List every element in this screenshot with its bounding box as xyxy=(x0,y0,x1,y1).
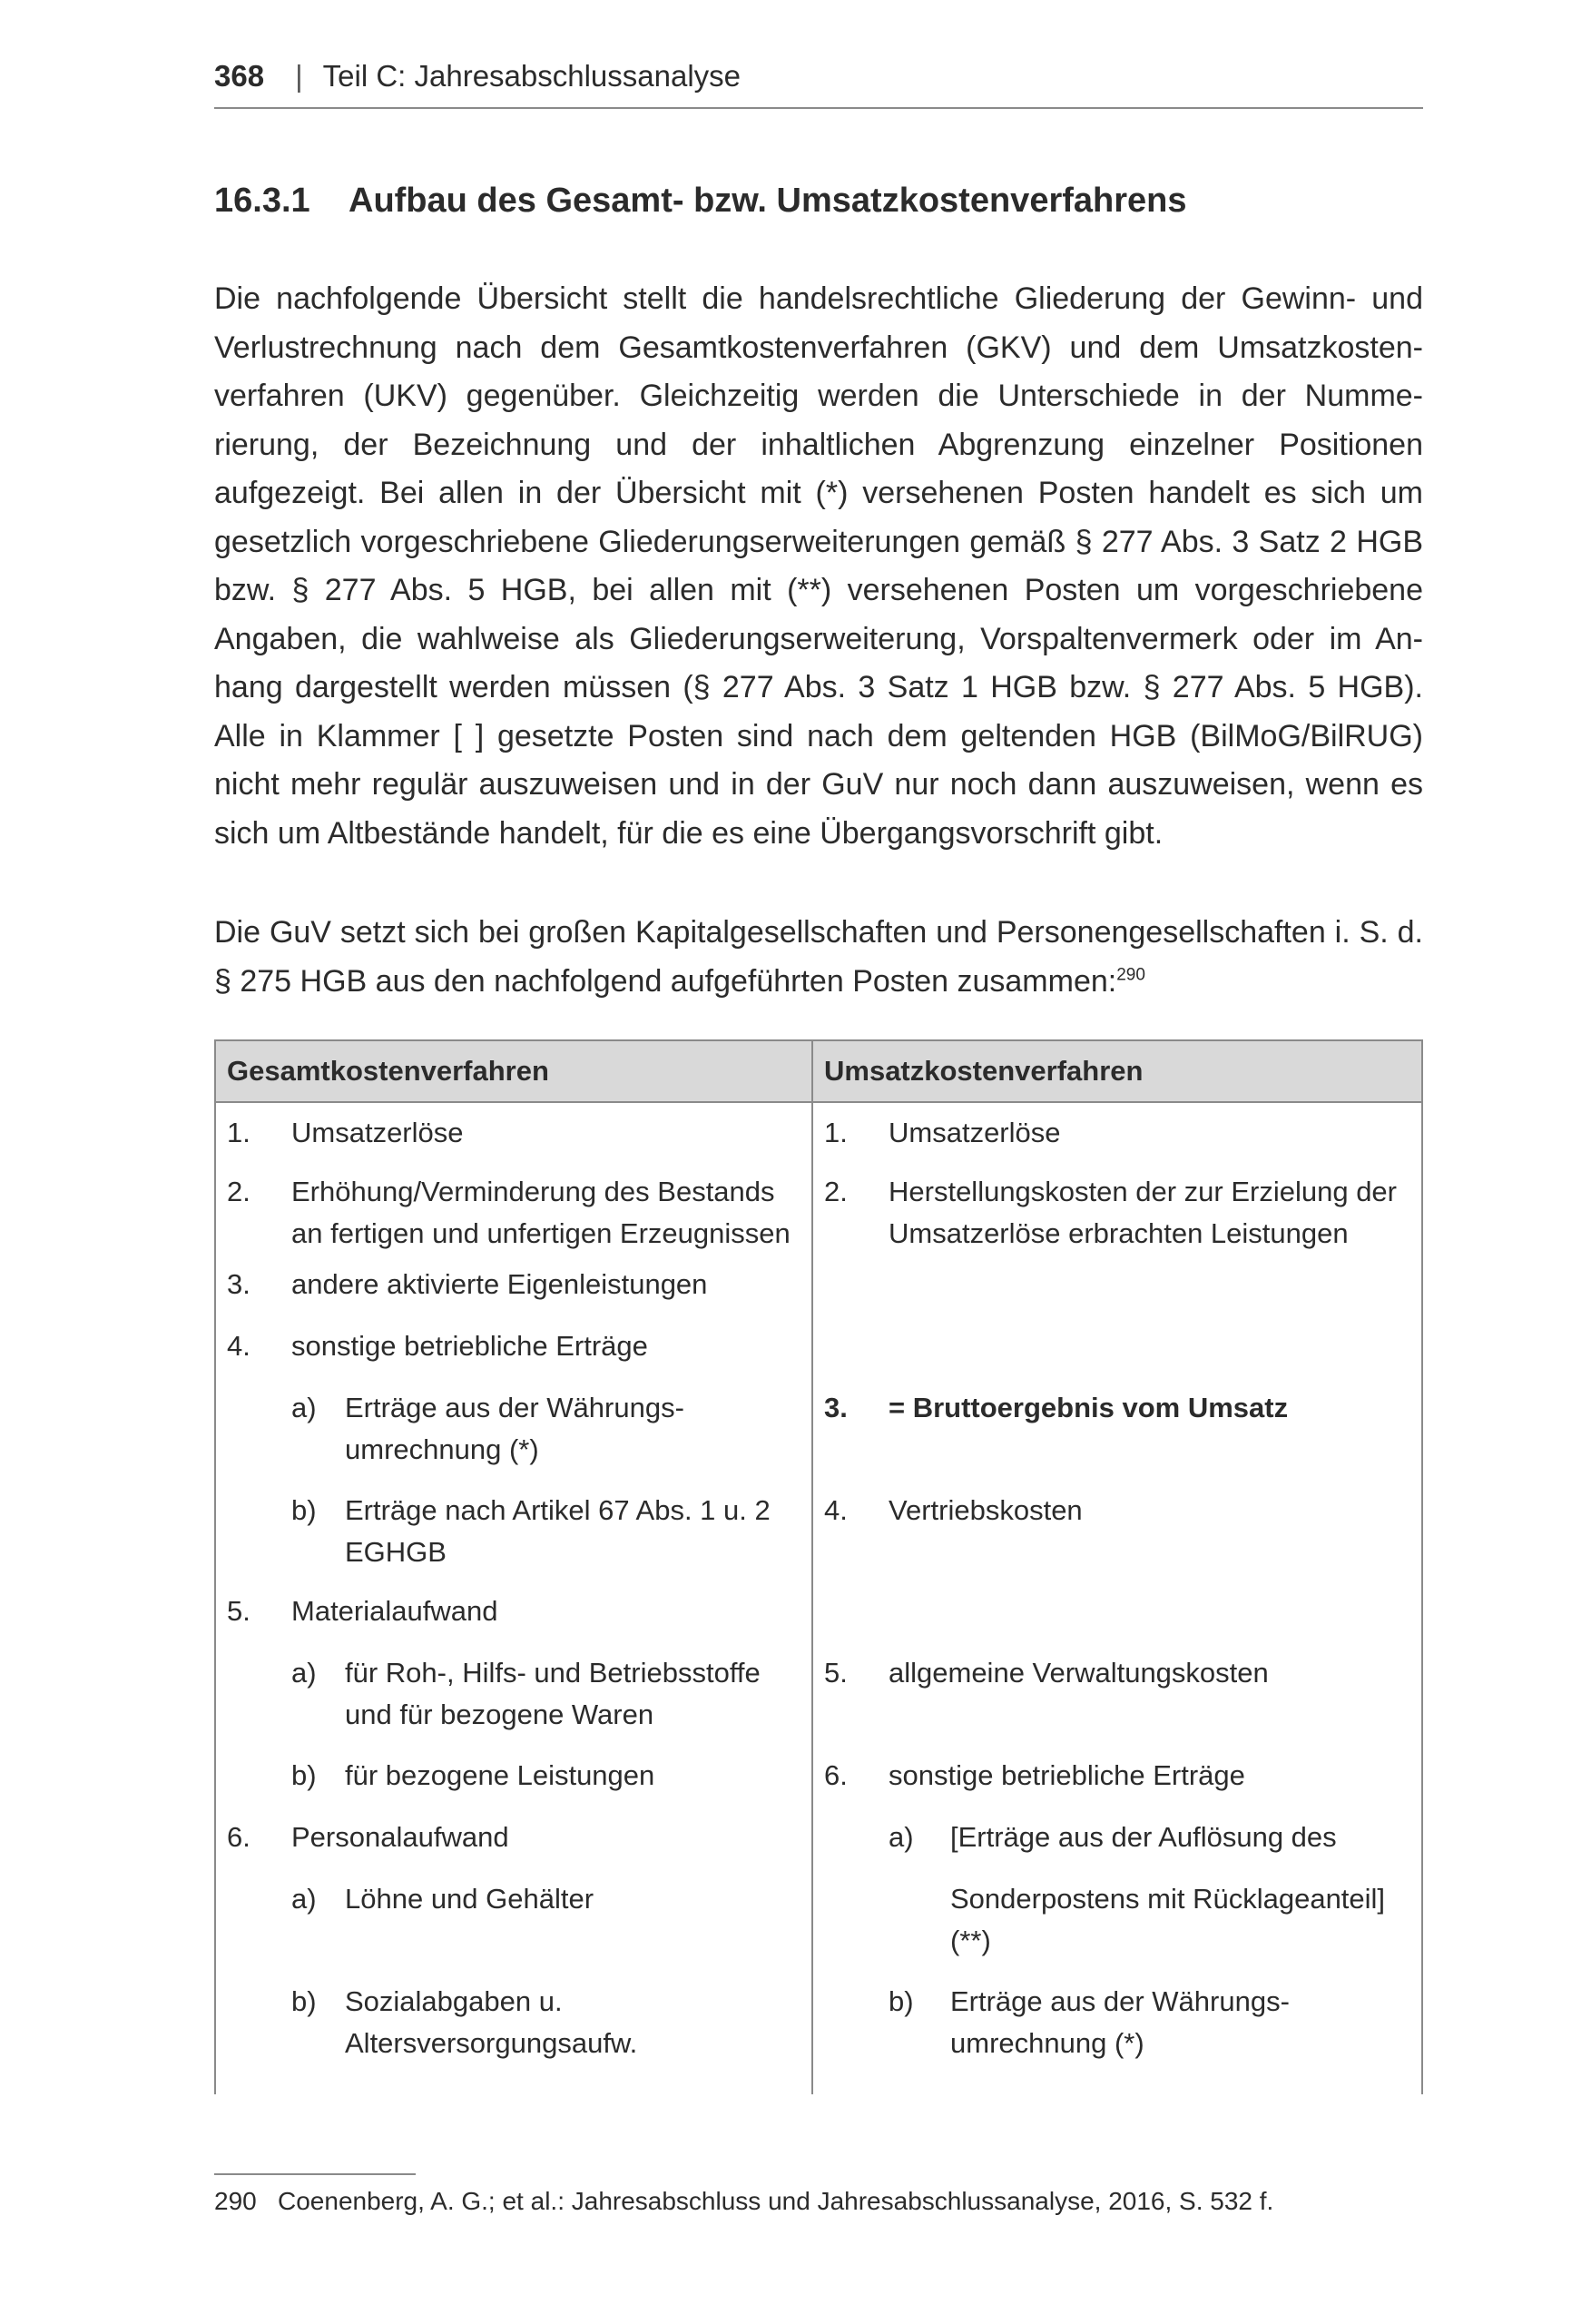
ukv-item-1 xyxy=(813,1103,1423,1166)
sub-item-letter: a) xyxy=(291,1657,317,1689)
item-label: Erhöhung/Verminderung des Bestands xyxy=(291,1176,775,1207)
sub-item-label-cont: (**) xyxy=(950,1925,991,1956)
gkv-item-5b xyxy=(216,1750,811,1812)
gkv-item-6a xyxy=(216,1874,811,1976)
gkv-item-4b xyxy=(216,1483,811,1586)
item-number: 5. xyxy=(824,1657,848,1689)
item-label: allgemeine Verwaltungskosten xyxy=(889,1657,1269,1689)
header-gesamtkostenverfahren: Gesamtkostenverfahren xyxy=(227,1055,549,1087)
item-label-cont: an fertigen und unfertigen Erzeugnissen xyxy=(291,1217,791,1249)
gkv-item-5 xyxy=(216,1586,811,1648)
gkv-item-2 xyxy=(216,1166,811,1257)
page-header xyxy=(214,56,1423,109)
item-number: 5. xyxy=(227,1595,250,1627)
ukv-item-6 xyxy=(813,1750,1423,1812)
ukv-item-2 xyxy=(813,1166,1423,1257)
ukv-item-5 xyxy=(813,1648,1423,1750)
section-number: 16.3.1 xyxy=(214,182,310,220)
gkv-column xyxy=(216,1103,811,2067)
sub-item-letter: a) xyxy=(889,1821,914,1853)
item-number: 2. xyxy=(824,1176,848,1207)
sub-item-label: für Roh-, Hilfs- und Betriebsstoffe xyxy=(345,1657,761,1689)
section-title: Aufbau des Gesamt- bzw. Umsatzkostenverfahrens xyxy=(349,182,1187,220)
sub-item-letter: b) xyxy=(291,1759,317,1791)
sub-item-letter: b) xyxy=(889,1985,914,2017)
item-label: Materialaufwand xyxy=(291,1595,498,1627)
sub-item-label: Löhne und Gehälter xyxy=(345,1883,594,1915)
item-label: andere aktivierte Eigenleistungen xyxy=(291,1268,708,1300)
sub-item-label: Erträge aus der Währungs- xyxy=(950,1985,1290,2017)
guv-comparison-table xyxy=(214,1039,1423,2094)
sub-item-letter: b) xyxy=(291,1985,317,2017)
sub-item-label-cont: und für bezogene Waren xyxy=(345,1699,654,1730)
sub-item-label: [Erträge aus der Auflösung des xyxy=(950,1821,1337,1853)
sub-item-letter: a) xyxy=(291,1883,317,1915)
section-heading xyxy=(214,178,1187,223)
item-number: 1. xyxy=(824,1117,848,1148)
guv-paragraph-text: Die GuV setzt sich bei großen Kapitalgesellschaften und Personengesellschaften i. S. d. § 275 HGB aus den nachfolgend aufgeführten Posten zusammen: xyxy=(214,915,1423,999)
sub-item-label-cont: Altersversorgungsaufw. xyxy=(345,2027,638,2059)
ukv-item-6b xyxy=(813,1976,1423,2067)
sub-item-letter: b) xyxy=(291,1494,317,1526)
gkv-item-6 xyxy=(216,1812,811,1874)
sub-item-label-cont: Sonderpostens mit Rücklageanteil] xyxy=(950,1883,1386,1915)
item-number: 1. xyxy=(227,1117,250,1148)
gkv-item-1 xyxy=(216,1103,811,1166)
gkv-item-3 xyxy=(216,1257,811,1319)
ukv-spacer-1 xyxy=(813,1257,1423,1381)
footnote-text: Coenenberg, A. G.; et al.: Jahresabschluss und Jahresabschlussanalyse, 2016, S. 532 f. xyxy=(278,2187,1274,2215)
sub-item-label: Sozialabgaben u. xyxy=(345,1985,563,2017)
intro-paragraph: Die nachfolgende Übersicht stellt die handelsrechtliche Gliederung der Gewinn- und Verlustrechnung nach dem Gesamtkostenverfahren (GKV) und dem Umsatzkosten-verfahren (UKV) gegenüber. Gleichzeitig werden die Unterschiede in der Numme-rierung, der Bezeichnung und der inhaltlichen Abgrenzung einzelner Positionen aufgezeigt. Bei allen in der Übersicht mit (*) versehenen Posten handelt es sich um gesetzlich vorgeschriebene Gliederungserweiterungen gemäß § 277 Abs. 3 Satz 2 HGB bzw. § 277 Abs. 5 HGB, bei allen mit (**) versehenen Posten um vorgeschriebene Angaben, die wahlweise als Gliederungserweiterung, Vorspaltenvermerk oder im An-hang dargestellt werden müssen (§ 277 Abs. 3 Satz 1 HGB bzw. § 277 Abs. 5 HGB). Alle in Klammer [ ] gesetzte Posten sind nach dem geltenden HGB (BilMoG/BilRUG) nicht mehr regulär auszuweisen und in der GuV nur noch dann auszuweisen, wenn es sich um Altbestände handelt, für die es eine Übergangsvorschrift gibt. xyxy=(214,281,1423,851)
sub-item-label: Erträge aus der Währungs- xyxy=(345,1392,684,1423)
item-number: 6. xyxy=(824,1759,848,1791)
gkv-item-5a xyxy=(216,1648,811,1750)
item-label: Herstellungskosten der zur Erzielung der xyxy=(889,1176,1397,1207)
sub-item-letter: a) xyxy=(291,1392,317,1423)
footnote-reference: 290 xyxy=(1116,965,1145,985)
guv-paragraph xyxy=(214,909,1423,1006)
sub-item-label-cont: EGHGB xyxy=(345,1536,447,1568)
item-label: sonstige betriebliche Erträge xyxy=(291,1330,648,1362)
ukv-item-3 xyxy=(813,1381,1423,1483)
ukv-column xyxy=(813,1103,1423,2067)
footnote xyxy=(214,2183,1273,2220)
item-label: Umsatzerlöse xyxy=(889,1117,1061,1148)
item-label: sonstige betriebliche Erträge xyxy=(889,1759,1245,1791)
item-label-total: = Bruttoergebnis vom Umsatz xyxy=(889,1392,1289,1423)
gkv-item-4a xyxy=(216,1381,811,1483)
ukv-item-6a xyxy=(813,1812,1423,1976)
sub-item-label: Erträge nach Artikel 67 Abs. 1 u. 2 xyxy=(345,1494,771,1526)
sub-item-label-cont: umrechnung (*) xyxy=(345,1433,539,1465)
ukv-spacer-2 xyxy=(813,1586,1423,1648)
footnote-number: 290 xyxy=(214,2187,257,2215)
sub-item-label: für bezogene Leistungen xyxy=(345,1759,655,1791)
item-label-cont: Umsatzerlöse erbrachten Leistungen xyxy=(889,1217,1349,1249)
sub-item-label-cont: umrechnung (*) xyxy=(950,2027,1144,2059)
header-umsatzkostenverfahren: Umsatzkostenverfahren xyxy=(824,1055,1144,1087)
item-number: 4. xyxy=(227,1330,250,1362)
gkv-item-4 xyxy=(216,1319,811,1381)
table-header xyxy=(216,1041,1421,1103)
running-title: Teil C: Jahresabschlussanalyse xyxy=(322,59,741,93)
item-number: 3. xyxy=(824,1392,848,1423)
page-number: 368 xyxy=(214,59,265,93)
header-separator: | xyxy=(295,59,303,93)
ukv-item-4 xyxy=(813,1483,1423,1586)
gkv-item-6b xyxy=(216,1976,811,2067)
footnote-separator xyxy=(214,2173,416,2175)
item-label: Personalaufwand xyxy=(291,1821,509,1853)
item-number: 6. xyxy=(227,1821,250,1853)
item-number: 2. xyxy=(227,1176,250,1207)
item-label: Vertriebskosten xyxy=(889,1494,1083,1526)
item-number: 3. xyxy=(227,1268,250,1300)
item-number: 4. xyxy=(824,1494,848,1526)
item-label: Umsatzerlöse xyxy=(291,1117,464,1148)
